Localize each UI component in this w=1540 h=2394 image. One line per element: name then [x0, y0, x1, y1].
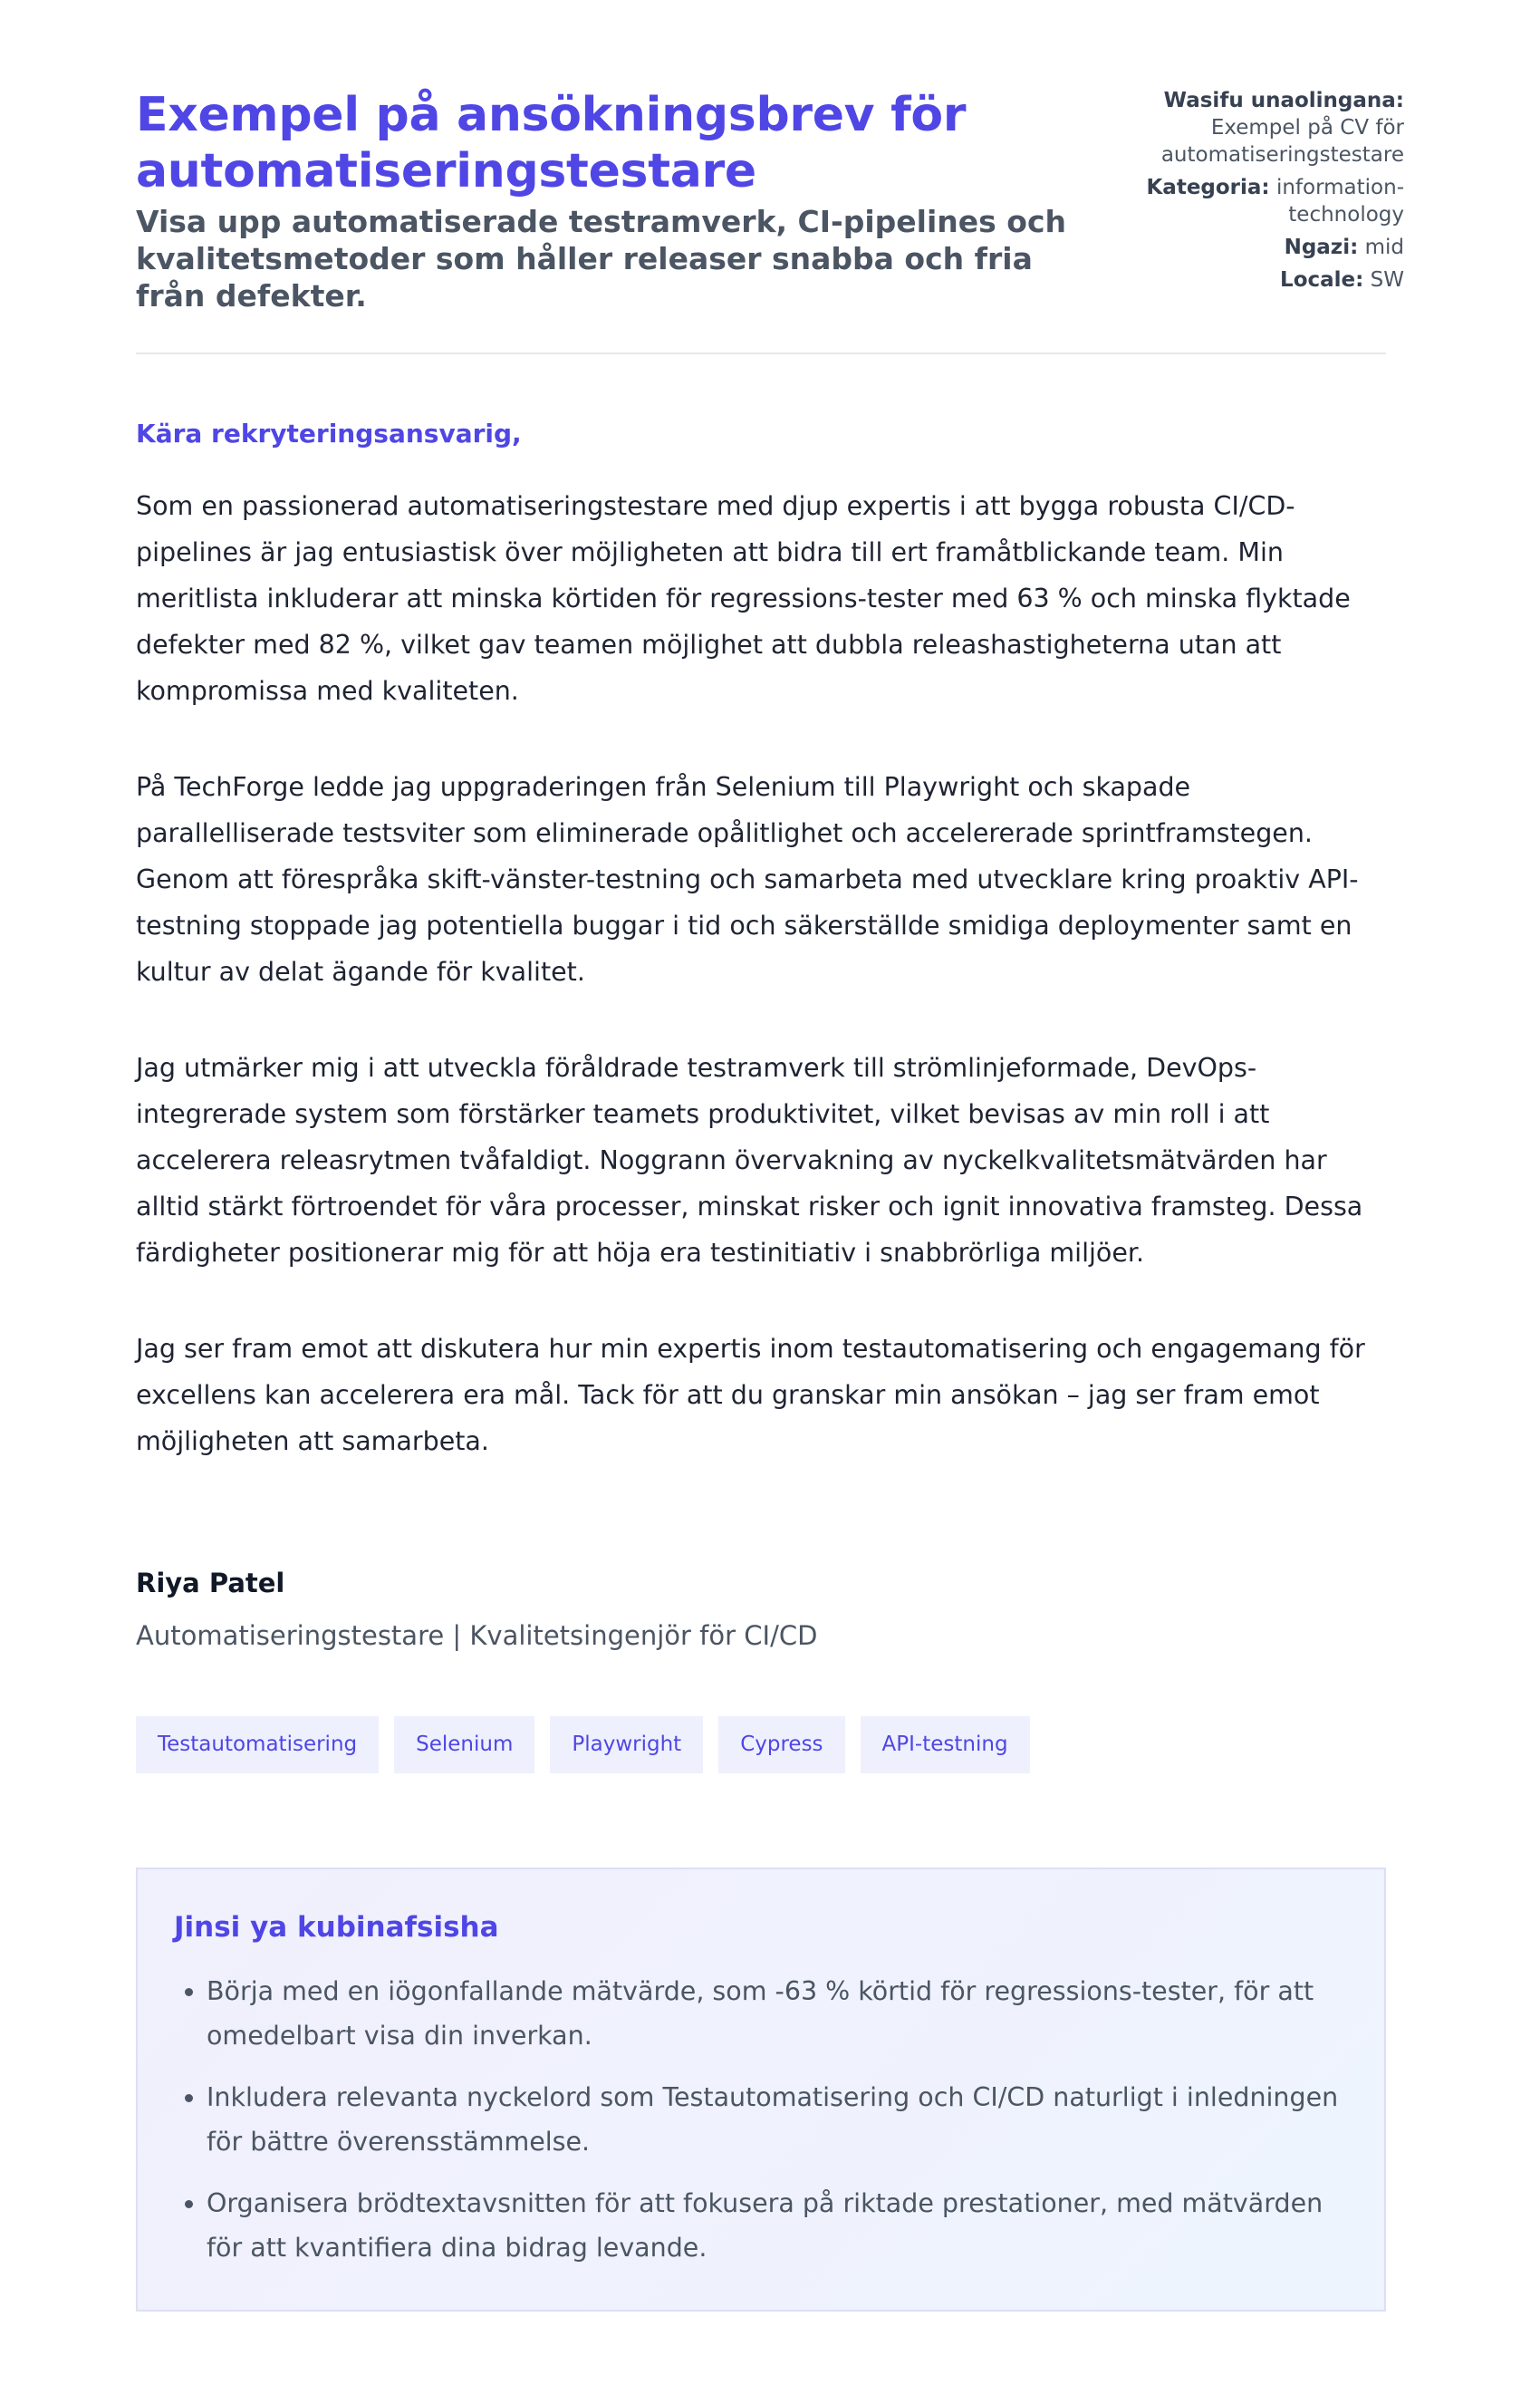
meta-related-value[interactable]: Exempel på CV för automatiseringstestare: [1160, 116, 1404, 167]
tips-title: Jinsi ya kubinafsisha: [174, 1911, 499, 1944]
meta-category-key: Kategoria:: [1146, 176, 1270, 199]
signature-name: Riya Patel: [136, 1568, 285, 1598]
tips-list-item: • Organisera brödtextavsnitten för att fokusera på riktade prestationer, med mätvärden för att kvantifiera dina bidrag levande.: [207, 2181, 1348, 2270]
letter-salutation: Kära rekryteringsansvarig,: [136, 419, 522, 449]
tips-list: [174, 1969, 1348, 2270]
meta-locale-key: Locale:: [1280, 268, 1364, 292]
skill-tag: Testautomatisering: [136, 1716, 379, 1773]
tips-list-item: • Inkludera relevanta nyckelord som Testautomatisering och CI/CD naturligt i inledningen för bättre överensstämmelse.: [207, 2075, 1348, 2164]
skill-tag: API-testning: [861, 1716, 1030, 1773]
header-titles: [136, 87, 1078, 314]
letter-body: [136, 483, 1395, 1464]
tips-list-item: • Börja med en iögonfallande mätvärde, som -63 % körtid för regressions-tester, för att omedelbart visa din inverkan.: [207, 1969, 1348, 2058]
meta-related-resume: [1123, 87, 1404, 169]
skill-tag: Selenium: [394, 1716, 534, 1773]
page-subtitle: Visa upp automatiserade testramverk, CI-pipelines och kvalitetsmetoder som håller releaser snabba och fria från defekter.: [136, 204, 1067, 314]
letter-paragraph: Som en passionerad automatiseringstestare med djup expertis i att bygga robusta CI/CD-pipelines är jag entusiastisk över möjligheten att bidra till ert framåtblickande team. Min meritlista inkluderar att minska körtiden för regressions-tester med 63 % och minska flyktade defekter med 82 %, vilket gav teamen möjlighet att dubbla releashastigheterna utan att kompromissa med kvaliteten.: [136, 491, 1351, 706]
meta-category-value: information-technology: [1275, 176, 1404, 227]
letter-paragraph: Jag ser fram emot att diskutera hur min expertis inom testautomatisering och engagemang för excellens kan accelerera era mål. Tack för att du granskar min ansökan – jag ser fram emot möjligheten att samarbeta.: [136, 1334, 1365, 1456]
customization-tips-box: [136, 1868, 1386, 2312]
skill-tag: Cypress: [718, 1716, 844, 1773]
meta-level-key: Ngazi:: [1284, 236, 1359, 259]
skill-tag: Playwright: [550, 1716, 703, 1773]
meta-level-value: mid: [1364, 236, 1404, 259]
meta-category: [1123, 174, 1404, 228]
meta-locale: [1123, 266, 1404, 294]
page-header: [136, 0, 1404, 314]
meta-level: [1123, 234, 1404, 261]
header-divider: [136, 352, 1386, 354]
page-title: Exempel på ansökningsbrev för automatiseringstestare: [136, 88, 967, 198]
skill-tags: [136, 1716, 1404, 1773]
letter-paragraph: På TechForge ledde jag uppgraderingen från Selenium till Playwright och skapade parallelliserade testsviter som eliminerade opålitlighet och accelererade sprintframstegen. Genom att förespråka skift-vänster-testning och samarbeta med utvecklare kring proaktiv API-testning stoppade jag potentiella buggar i tid och säkerställde smidiga deploymenter samt en kultur av delat ägande för kvalitet.: [136, 772, 1359, 987]
signature-role: Automatiseringstestare | Kvalitetsingenjör för CI/CD: [136, 1620, 818, 1651]
meta-related-key: Wasifu unaolingana:: [1163, 89, 1404, 112]
meta-locale-value: SW: [1370, 268, 1404, 292]
letter-paragraph: Jag utmärker mig i att utveckla föråldrade testramverk till strömlinjeformade, DevOps-integrerade system som förstärker teamets produktivitet, vilket bevisas av min roll i att accelerera releasrytmen tvåfaldigt. Noggrann övervakning av nyckelkvalitetsmätvärden har alltid stärkt förtroendet för våra processer, minskat risker och ignit innovativa framsteg. Dessa färdigheter positionerar mig för att höja era testinitiativ i snabbrörliga miljöer.: [136, 1053, 1363, 1268]
metadata-panel: [1123, 87, 1404, 299]
